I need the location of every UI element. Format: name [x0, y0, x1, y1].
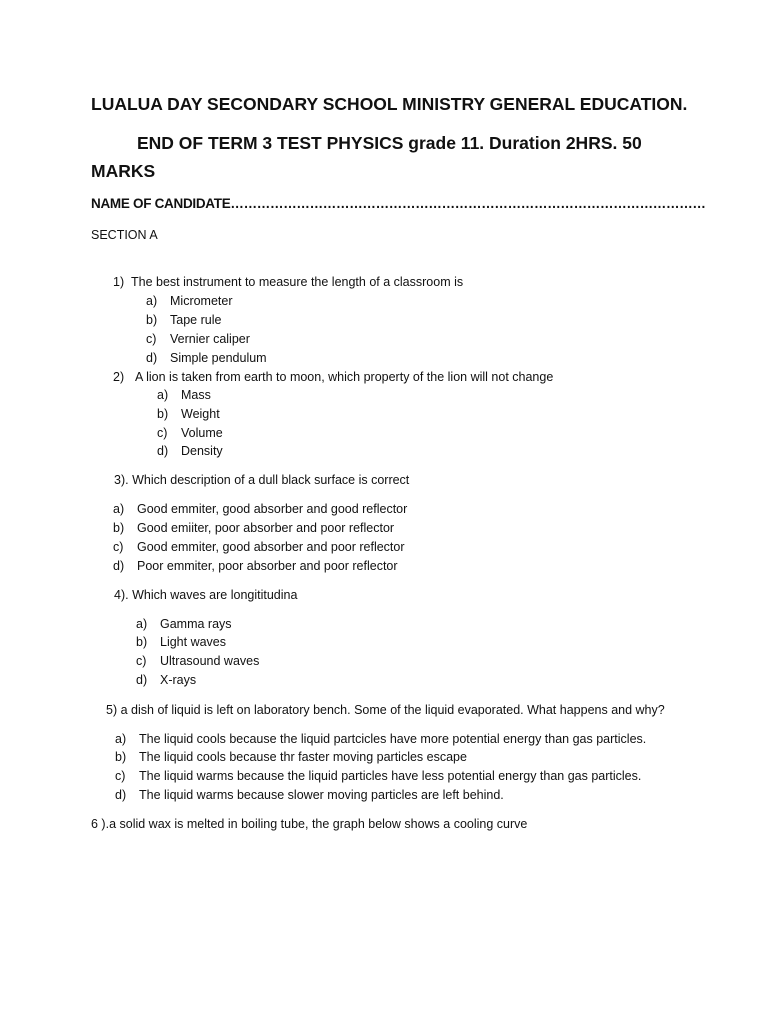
- option-4b: b) Light waves: [136, 635, 227, 649]
- option-4d: d) X-rays: [136, 673, 197, 687]
- option-1c: c) Vernier caliper: [146, 332, 250, 346]
- question-5: [106, 703, 665, 717]
- question-number: 3).: [114, 473, 129, 487]
- option-5c: c) The liquid warms because the liquid particles have less potential energy than gas particles.: [115, 769, 642, 783]
- option-4c: c) Ultrasound waves: [136, 654, 260, 668]
- question-number: 1): [113, 275, 125, 289]
- option-3c: c) Good emmiter, good absorber and poor reflector: [113, 540, 405, 554]
- option-2a: a) Mass: [157, 388, 211, 402]
- question-text: Which description of a dull black surface is correct: [132, 473, 410, 487]
- school-title: LUALUA DAY SECONDARY SCHOOL MINISTRY GENERAL EDUCATION.: [91, 94, 688, 114]
- question-text: a solid wax is melted in boiling tube, the graph below shows a cooling curve: [109, 817, 528, 831]
- option-1d: d) Simple pendulum: [146, 351, 267, 365]
- question-3: [114, 473, 409, 487]
- test-marks: MARKS: [91, 161, 156, 181]
- option-2c: c) Volume: [157, 426, 223, 440]
- option-1a: a) Micrometer: [146, 294, 233, 308]
- test-title: END OF TERM 3 TEST PHYSICS grade 11. Duration 2HRS. 50: [137, 133, 642, 153]
- question-number: 6 ).: [91, 817, 110, 831]
- question-number: 5): [106, 703, 118, 717]
- question-4: [114, 588, 297, 602]
- option-2d: d) Density: [157, 444, 223, 458]
- question-text: Which waves are longititudina: [132, 588, 298, 602]
- section-heading: SECTION A: [91, 228, 158, 242]
- question-1: [113, 275, 463, 289]
- question-text: The best instrument to measure the length of a classroom is: [131, 275, 464, 289]
- candidate-name-line: NAME OF CANDIDATE………………………………………………………………………………………………: [91, 196, 706, 211]
- option-2b: b) Weight: [157, 407, 220, 421]
- option-5a: a) The liquid cools because the liquid partcicles have more potential energy than gas particles.: [115, 732, 647, 746]
- option-5b: b) The liquid cools because thr faster moving particles escape: [115, 750, 467, 764]
- question-number: 2): [113, 370, 125, 384]
- option-1b: b) Tape rule: [146, 313, 222, 327]
- question-text: A lion is taken from earth to moon, which property of the lion will not change: [135, 370, 554, 384]
- question-6: [91, 817, 527, 831]
- question-text: a dish of liquid is left on laboratory bench. Some of the liquid evaporated. What happens and why?: [120, 703, 665, 717]
- option-4a: a) Gamma rays: [136, 617, 232, 631]
- option-3a: a) Good emmiter, good absorber and good reflector: [113, 502, 408, 516]
- question-2: [113, 370, 553, 384]
- question-number: 4).: [114, 588, 129, 602]
- option-5d: d) The liquid warms because slower moving particles are left behind.: [115, 788, 504, 802]
- option-3b: b) Good emiiter, poor absorber and poor reflector: [113, 521, 395, 535]
- option-3d: d) Poor emmiter, poor absorber and poor reflector: [113, 559, 398, 573]
